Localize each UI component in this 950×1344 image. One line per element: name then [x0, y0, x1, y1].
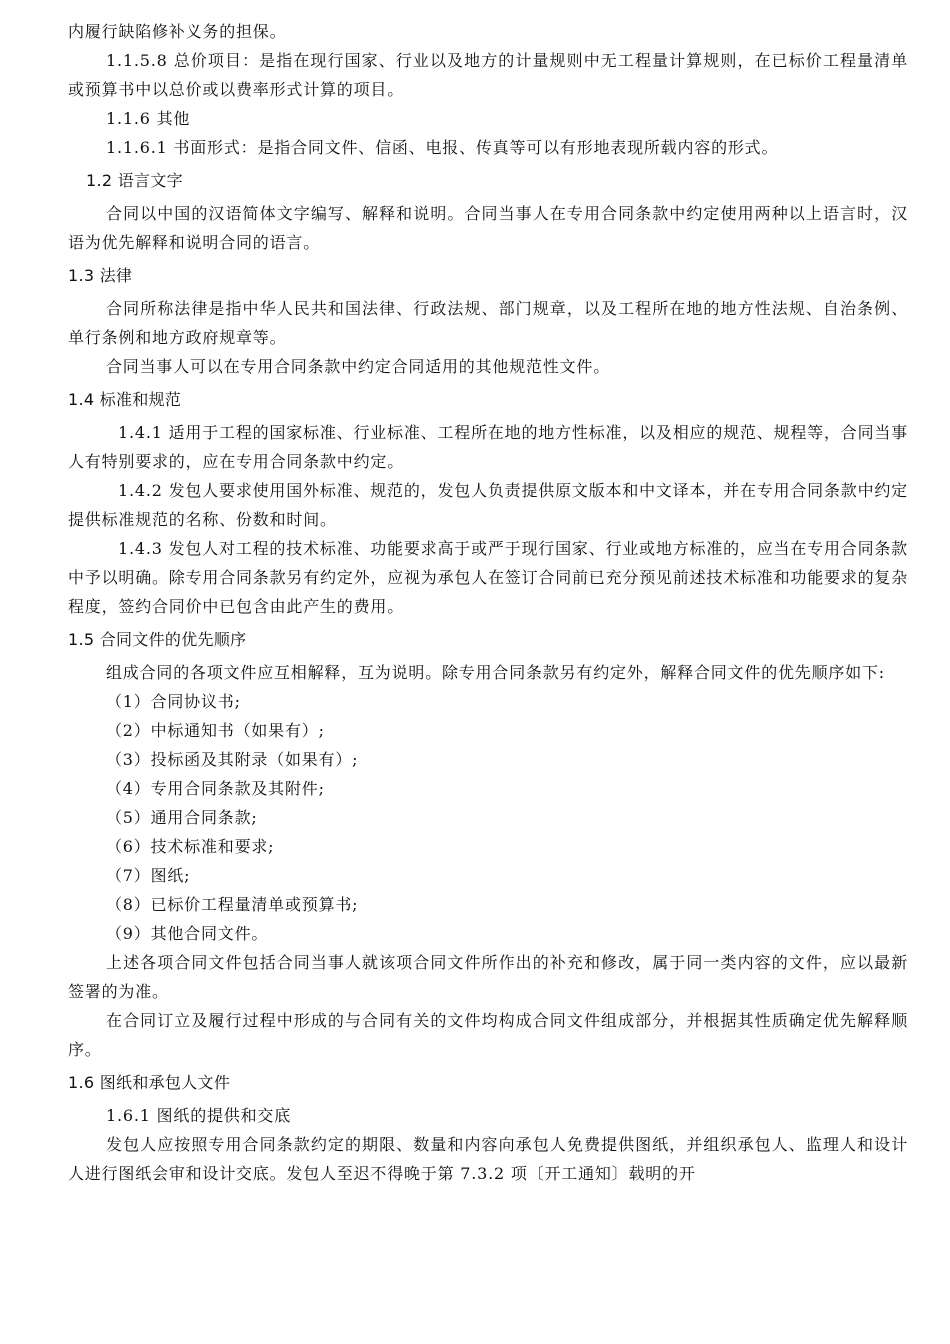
clause-1-6-1: 1.6.1 图纸的提供和交底	[106, 1106, 291, 1125]
clause-1-5-text-b: 上述各项合同文件包括合同当事人就该项合同文件所作出的补充和修改，属于同一类内容的文件，应以最新签署的为准。	[68, 953, 908, 1001]
clause-1-5-text-c: 在合同订立及履行过程中形成的与合同有关的文件均构成合同文件组成部分，并根据其性质确定优先解释顺序。	[68, 1011, 908, 1059]
clause-1-2-text: 合同以中国的汉语简体文字编写、解释和说明。合同当事人在专用合同条款中约定使用两种以上语言时，汉语为优先解释和说明合同的语言。	[68, 204, 908, 252]
list-item: （9）其他合同文件。	[106, 924, 269, 943]
heading-1-3: 1.3 法律	[68, 266, 133, 285]
clause-1-1-5-8: 1.1.5.8 总价项目：是指在现行国家、行业以及地方的计量规则中无工程量计算规则，在已标价工程量清单或预算书中以总价或以费率形式计算的项目。	[68, 51, 908, 99]
priority-list	[68, 687, 908, 948]
clause-1-4-1: 1.4.1 适用于工程的国家标准、行业标准、工程所在地的地方性标准，以及相应的规范、规程等，合同当事人有特别要求的，应在专用合同条款中约定。	[68, 423, 908, 471]
heading-1-5: 1.5 合同文件的优先顺序	[68, 630, 247, 649]
list-item: （7）图纸;	[106, 866, 191, 885]
list-item: （3）投标函及其附录（如果有）;	[106, 750, 359, 769]
heading-1-2: 1.2 语言文字	[86, 171, 183, 190]
clause-1-5-text-a: 组成合同的各项文件应互相解释，互为说明。除专用合同条款另有约定外，解释合同文件的优先顺序如下:	[106, 663, 885, 682]
heading-1-6: 1.6 图纸和承包人文件	[68, 1073, 231, 1092]
document-body	[68, 17, 908, 1188]
list-item: （8）已标价工程量清单或预算书;	[106, 895, 359, 914]
clause-1-4-3: 1.4.3 发包人对工程的技术标准、功能要求高于或严于现行国家、行业或地方标准的，应当在专用合同条款中予以明确。除专用合同条款另有约定外，应视为承包人在签订合同前已充分预见前述技术标准和功能要求的复杂程度，签约合同价中已包含由此产生的费用。	[68, 539, 909, 616]
heading-1-4: 1.4 标准和规范	[68, 390, 182, 409]
list-item: （1）合同协议书;	[106, 692, 241, 711]
list-item: （5）通用合同条款;	[106, 808, 258, 827]
clause-1-1-6: 1.1.6 其他	[106, 109, 191, 128]
list-item: （6）技术标准和要求;	[106, 837, 275, 856]
clause-1-3-text-b: 合同当事人可以在专用合同条款中约定合同适用的其他规范性文件。	[106, 357, 611, 376]
list-item: （2）中标通知书（如果有）;	[106, 721, 325, 740]
clause-1-1-6-1: 1.1.6.1 书面形式：是指合同文件、信函、电报、传真等可以有形地表现所载内容的形式。	[106, 138, 779, 157]
clause-1-3-text-a: 合同所称法律是指中华人民共和国法律、行政法规、部门规章，以及工程所在地的地方性法规、自治条例、单行条例和地方政府规章等。	[68, 299, 908, 347]
clause-1-6-1-text: 发包人应按照专用合同条款约定的期限、数量和内容向承包人免费提供图纸，并组织承包人、监理人和设计人进行图纸会审和设计交底。发包人至迟不得晚于第 7.3.2 项〔开工通知〕载明的开	[68, 1135, 908, 1183]
list-item: （4）专用合同条款及其附件;	[106, 779, 325, 798]
clause-1-4-2: 1.4.2 发包人要求使用国外标准、规范的，发包人负责提供原文版本和中文译本，并在专用合同条款中约定提供标准规范的名称、份数和时间。	[68, 481, 908, 529]
paragraph-continuation: 内履行缺陷修补义务的担保。	[68, 22, 287, 41]
